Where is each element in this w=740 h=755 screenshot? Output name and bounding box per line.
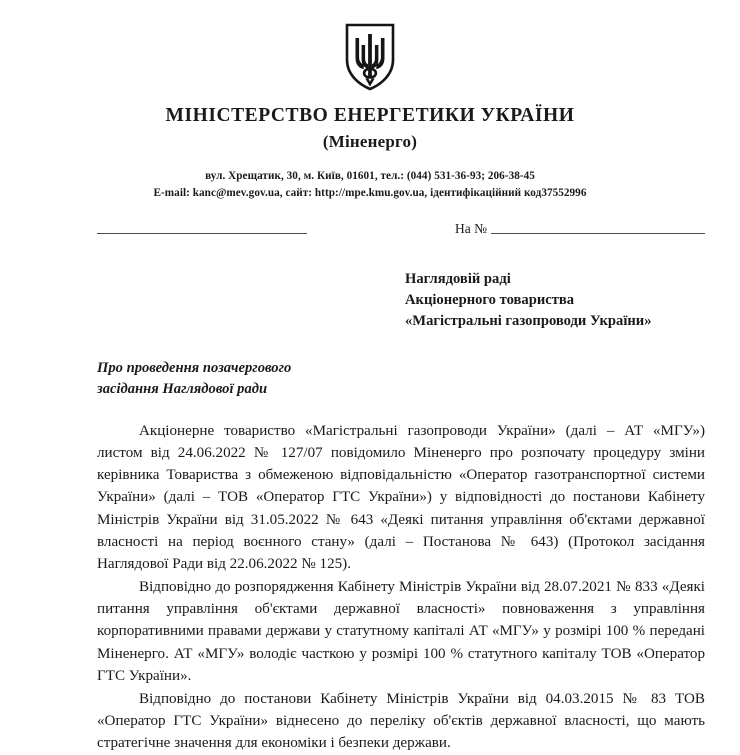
incoming-number-rule (491, 233, 705, 234)
emblem-container (0, 0, 740, 97)
ministry-title: МІНІСТЕРСТВО ЕНЕРГЕТИКИ УКРАЇНИ (165, 105, 575, 126)
body-paragraph: Відповідно до розпорядження Кабінету Міністрів України від 28.07.2021 № 833 «Деякі питання управління об'єктами державної власності» повноваження з управління корпоративними правами держави у статутному капіталі АТ «МГУ» у розмірі 100 % передані Міненерго. АТ «МГУ» володіє часткою у розмірі 100 % статутного капіталу ТОВ «Оператор ГТС України». (97, 579, 705, 684)
addressee-line-2: Акціонерного товариства (405, 292, 575, 309)
reference-row (0, 215, 740, 249)
incoming-number-label: На № (455, 220, 487, 236)
subject-line (0, 358, 740, 399)
subject-line-2: засідання Наглядової ради (97, 381, 268, 398)
letterhead (0, 105, 740, 152)
ukraine-trident-coat-of-arms-icon (344, 22, 396, 92)
contact-address-line: вул. Хрещатик, 30, м. Київ, 01601, тел.: (044) 531-36-93; 206-38-45 (205, 170, 535, 183)
body-paragraph: Акціонерне товариство «Магістральні газопроводи України» (далі – АТ «МГУ») листом від 24.06.2022 № 127/07 повідомило Міненерго про розпочату процедуру зміни керівника Товариства з обмеженою відповідальністю «Оператор газотранспортної системи України» (далі – ТОВ «Оператор ГТС України») у відповідності до постанови Кабінету Міністрів України від 31.05.2022 № 643 «Деякі питання управління об'єктами державної власності на період воєнного стану» (далі – Постанова № 643) (Протокол засідання Наглядової Ради від 22.06.2022 № 125). (97, 422, 705, 572)
ministry-short-name: (Міненерго) (322, 132, 418, 152)
addressee-line-1: Наглядовій раді (405, 270, 511, 287)
body-paragraph: Відповідно до постанови Кабінету Міністрів України від 04.03.2015 № 83 ТОВ «Оператор ГТС України» віднесено до переліку об'єктів державної власності, що мають стратегічне значення для економіки і безпеки держави. (97, 691, 705, 752)
contact-email-line: E-mail: kanc@mev.gov.ua, сайт: http://mpe.kmu.gov.ua, ідентифікаційний код37552996 (153, 186, 587, 199)
subject-line-1: Про проведення позачергового (97, 360, 292, 377)
contact-details (0, 168, 740, 200)
addressee-line-3: «Магістральні газопроводи України» (405, 313, 652, 330)
addressee-block (0, 269, 740, 332)
outgoing-number-rule (97, 233, 307, 234)
document-body (0, 420, 740, 755)
